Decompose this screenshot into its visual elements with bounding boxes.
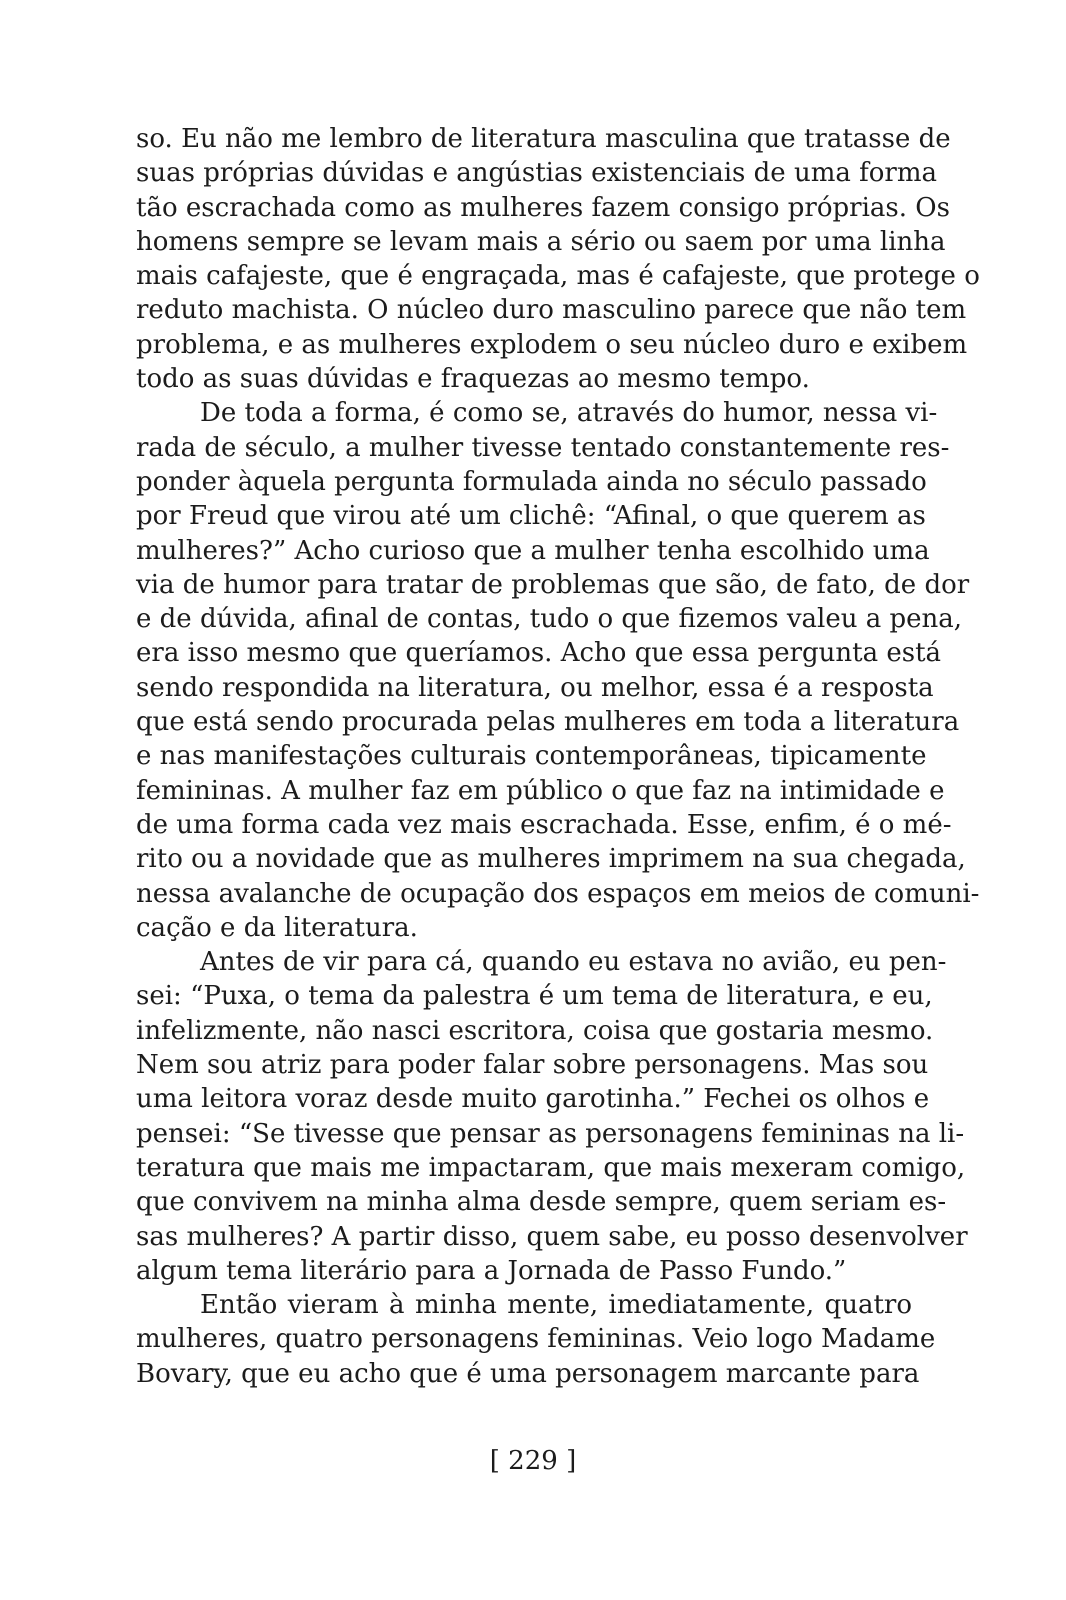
- text-line: era isso mesmo que queríamos. Acho que essa pergunta está: [136, 638, 942, 669]
- text-line: rada de século, a mulher tivesse tentado constantemente res-: [136, 432, 950, 463]
- text-line: rito ou a novidade que as mulheres imprimem na sua chegada,: [136, 844, 966, 875]
- paragraph: [136, 945, 968, 1288]
- text-line: de uma forma cada vez mais escrachada. Esse, enfim, é o mé-: [136, 809, 952, 840]
- text-line: infelizmente, não nasci escritora, coisa que gostaria mesmo.: [136, 1015, 934, 1046]
- text-line: via de humor para tratar de problemas que são, de fato, de dor: [136, 569, 970, 600]
- text-line: sei: “Puxa, o tema da palestra é um tema de literatura, e eu,: [136, 981, 933, 1012]
- text-line: mais cafajeste, que é engraçada, mas é cafajeste, que protege o: [136, 261, 980, 292]
- text-line: problema, e as mulheres explodem o seu núcleo duro e exibem: [136, 329, 968, 360]
- text-line: cação e da literatura.: [136, 912, 418, 943]
- paragraph: [136, 1288, 936, 1391]
- text-line: por Freud que virou até um clichê: “Afinal, o que querem as: [136, 501, 926, 532]
- text-line: sendo respondida na literatura, ou melhor, essa é a resposta: [136, 672, 934, 703]
- text-line: mulheres, quatro personagens femininas. Veio logo Madame: [136, 1324, 936, 1355]
- text-line: pensei: “Se tivesse que pensar as personagens femininas na li-: [136, 1118, 965, 1149]
- text-line: uma leitora voraz desde muito garotinha.” Fechei os olhos e: [136, 1084, 930, 1115]
- text-line: teratura que mais me impactaram, que mais mexeram comigo,: [136, 1152, 966, 1183]
- text-line: suas próprias dúvidas e angústias existenciais de uma forma: [136, 158, 937, 189]
- text-line: sas mulheres? A partir disso, quem sabe, eu posso desenvolver: [136, 1221, 968, 1252]
- text-line: todo as suas dúvidas e fraquezas ao mesmo tempo.: [136, 364, 810, 395]
- body-text: [136, 122, 980, 1391]
- text-line: De toda a forma, é como se, através do humor, nessa vi-: [200, 398, 938, 429]
- text-line: homens sempre se levam mais a sério ou saem por uma linha: [136, 226, 946, 257]
- text-line: Bovary, que eu acho que é uma personagem marcante para: [136, 1358, 920, 1389]
- page-number: [ 229 ]: [489, 1446, 577, 1476]
- text-line: mulheres?” Acho curioso que a mulher tenha escolhido uma: [136, 535, 930, 566]
- text-line: so. Eu não me lembro de literatura masculina que tratasse de: [136, 124, 951, 154]
- paragraph: [136, 122, 980, 396]
- text-line: femininas. A mulher faz em público o que faz na intimidade e: [136, 775, 945, 806]
- text-line: Então vieram à minha mente, imediatamente, quatro: [200, 1290, 912, 1321]
- text-line: Antes de vir para cá, quando eu estava no avião, eu pen-: [200, 947, 947, 978]
- text-line: algum tema literário para a Jornada de Passo Fundo.”: [136, 1255, 847, 1286]
- text-line: nessa avalanche de ocupação dos espaços em meios de comuni-: [136, 878, 980, 909]
- text-line: tão escrachada como as mulheres fazem consigo próprias. Os: [136, 192, 950, 223]
- text-line: reduto machista. O núcleo duro masculino parece que não tem: [136, 295, 967, 326]
- text-line: que está sendo procurada pelas mulheres em toda a literatura: [136, 707, 960, 738]
- paragraph: [136, 396, 980, 945]
- text-line: que convivem na minha alma desde sempre, quem seriam es-: [136, 1187, 947, 1218]
- text-line: e de dúvida, afinal de contas, tudo o que fizemos valeu a pena,: [136, 604, 963, 635]
- text-line: e nas manifestações culturais contemporâneas, tipicamente: [136, 741, 927, 772]
- text-line: ponder àquela pergunta formulada ainda no século passado: [136, 466, 927, 497]
- text-line: Nem sou atriz para poder falar sobre personagens. Mas sou: [136, 1050, 929, 1081]
